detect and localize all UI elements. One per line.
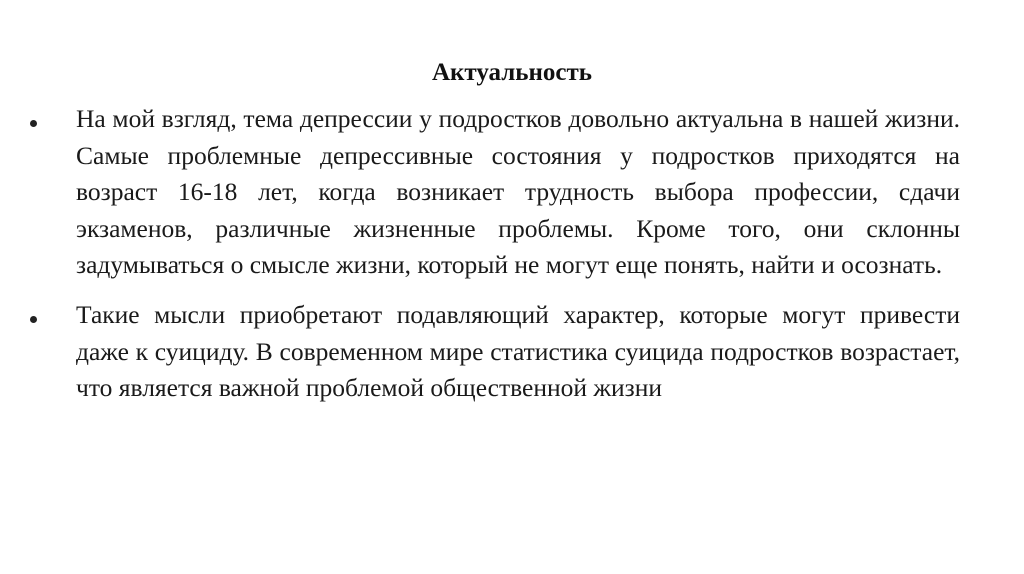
bullet-item [30,101,960,284]
bullet-dot-icon [30,316,37,323]
bullet-dot-icon [30,120,37,127]
bullet-list [30,101,960,420]
bullet-item [30,297,960,407]
bullet-text: Такие мысли приобретают подавляющий характер, которые могут привести даже к суициду. В современном мире статистика суицида подростков возрастает, что является важной проблемой общественной жизни [76,299,960,403]
slide-title: Актуальность [431,59,593,86]
bullet-text: На мой взгляд, тема депрессии у подростков довольно актуальна в нашей жизни. Самые проблемные депрессивные состояния у подростков приходятся на возраст 16-18 лет, когда возникает трудность выбора профессии, сдачи экзаменов, различные жизненные проблемы. Кроме того, они склонны задумываться о смысле жизни, который не могут еще понять, найти и осознать. [76,104,960,280]
